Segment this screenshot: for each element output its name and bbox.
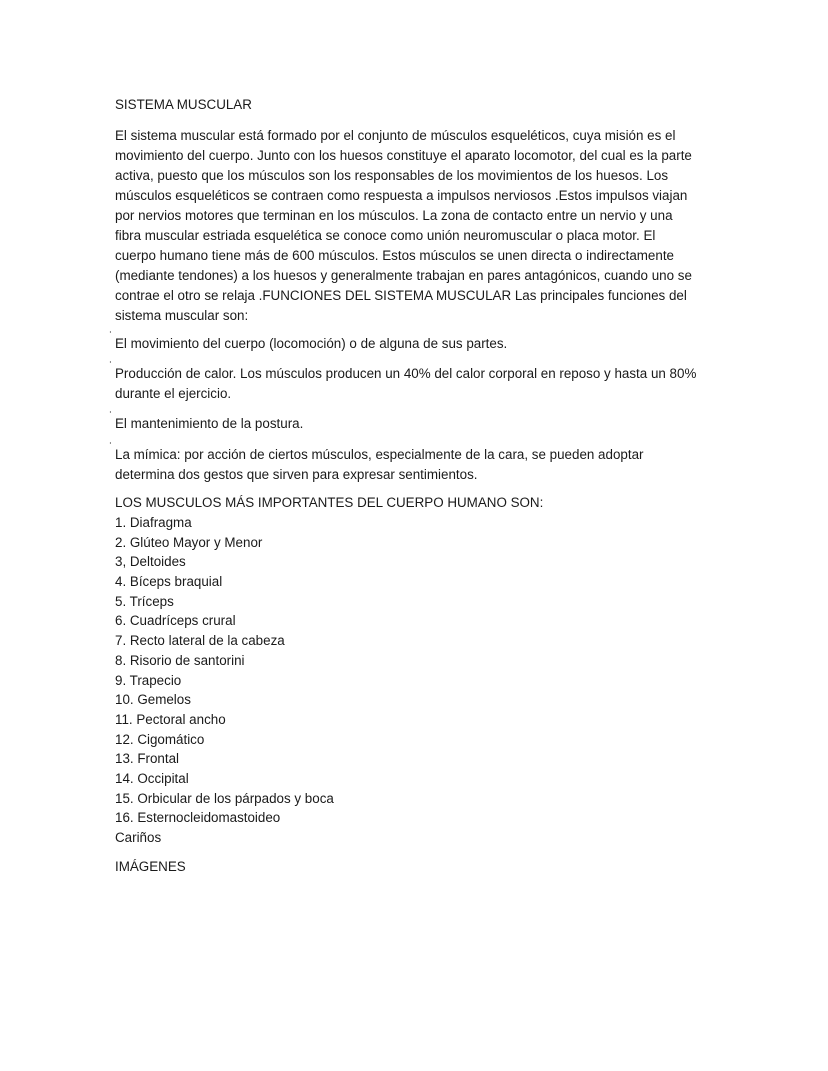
intro-line: por nervios motores que terminan en los músculos. La zona de contacto entre un nervio y una: [115, 208, 673, 223]
muscles-list: [115, 513, 334, 848]
intro-line: movimiento del cuerpo. Junto con los huesos constituye el aparato locomotor, del cual es la parte: [115, 148, 692, 163]
list-item: Cariños: [115, 830, 162, 845]
intro-line: sistema muscular son:: [115, 308, 249, 323]
list-item: 8. Risorio de santorini: [115, 652, 245, 668]
list-item: 12. Cigomático: [115, 731, 205, 747]
function-item-movement: [109, 329, 508, 354]
list-item: 5. Tríceps: [115, 593, 174, 609]
intro-line: El sistema muscular está formado por el conjunto de músculos esqueléticos, cuya misión es el: [115, 128, 676, 143]
list-item: 3, Deltoides: [115, 554, 186, 570]
function-line: El movimiento del cuerpo (locomoción) o de alguna de sus partes.: [115, 336, 508, 351]
document-title: SISTEMA MUSCULAR: [115, 97, 252, 112]
list-item: 13. Frontal: [115, 751, 180, 767]
intro-line: contrae el otro se relaja .FUNCIONES DEL SISTEMA MUSCULAR Las principales funciones del: [115, 288, 687, 303]
function-item-posture: [109, 409, 304, 434]
images-label: IMÁGENES: [115, 859, 186, 874]
list-item: 16. Esternocleidomastoideo: [115, 810, 281, 826]
bullet-marker: ˙: [109, 440, 113, 454]
bullet-marker: ˙: [109, 409, 113, 423]
intro-line: (mediante tendones) a los huesos y generalmente trabajan en pares antagónicos, cuando uno se: [115, 268, 692, 283]
list-item: 14. Occipital: [115, 770, 189, 786]
list-item: 6. Cuadríceps crural: [115, 613, 236, 629]
function-item-heat: [109, 359, 697, 404]
function-item-mimicry: [109, 440, 644, 485]
list-item: 9. Trapecio: [115, 672, 182, 688]
intro-line: activa, puesto que los músculos son los responsables de los movimientos de los huesos. Los: [115, 168, 669, 183]
list-item: 1. Diafragma: [115, 515, 192, 530]
list-item: 2. Glúteo Mayor y Menor: [115, 534, 263, 550]
intro-line: cuerpo humano tiene más de 600 músculos. Estos músculos se unen directa o indirectamente: [115, 248, 674, 263]
list-item: 15. Orbicular de los párpados y boca: [115, 790, 334, 806]
intro-paragraph: [115, 126, 715, 326]
list-item: 7. Recto lateral de la cabeza: [115, 633, 285, 649]
intro-line: músculos esqueléticos se contraen como respuesta a impulsos nerviosos .Estos impulsos viajan: [115, 188, 688, 203]
function-line: durante el ejercicio.: [115, 386, 232, 401]
list-item: 4. Bíceps braquial: [115, 574, 223, 590]
function-line: Producción de calor. Los músculos producen un 40% del calor corporal en reposo y hasta un 80%: [115, 366, 697, 381]
intro-line: fibra muscular estriada esquelética se conoce como unión neuromuscular o placa motor. El: [115, 228, 656, 243]
muscles-heading: LOS MUSCULOS MÁS IMPORTANTES DEL CUERPO HUMANO SON:: [115, 495, 544, 510]
list-item: 10. Gemelos: [115, 692, 191, 708]
bullet-marker: ˙: [109, 329, 113, 343]
bullet-marker: ˙: [109, 359, 113, 373]
function-line: La mímica: por acción de ciertos músculos, especialmente de la cara, se pueden adoptar: [115, 447, 644, 462]
function-line: El mantenimiento de la postura.: [115, 416, 304, 431]
list-item: 11. Pectoral ancho: [115, 711, 226, 727]
function-line: determina dos gestos que sirven para expresar sentimientos.: [115, 467, 478, 482]
